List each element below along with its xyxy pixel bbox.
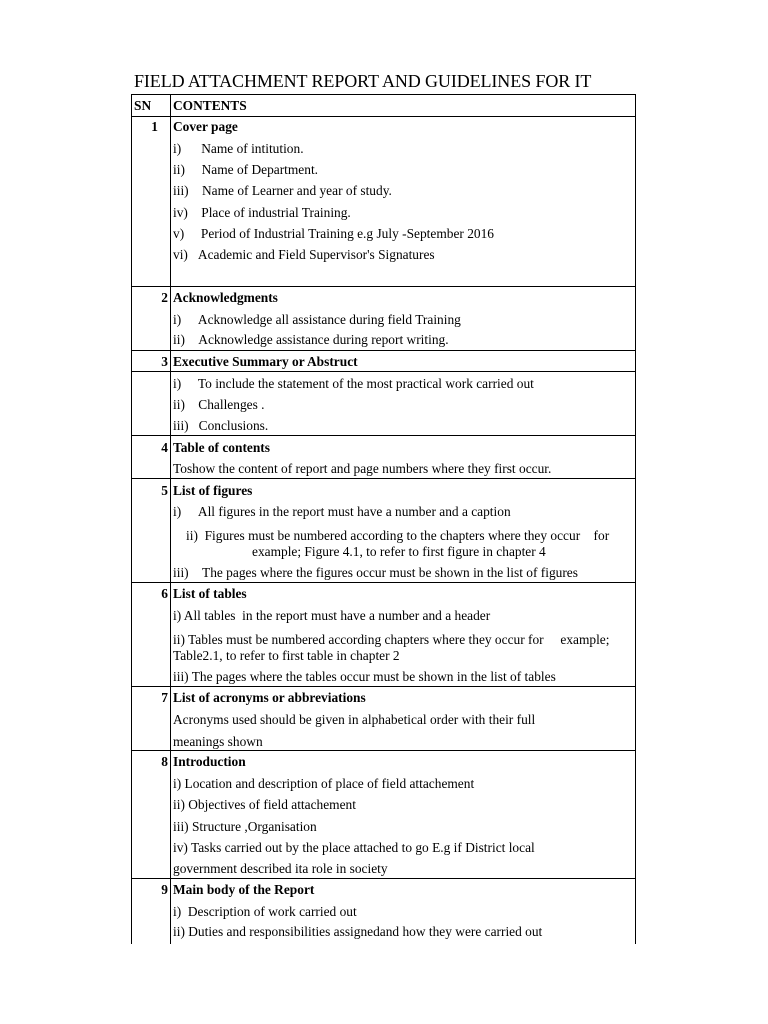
row-line: example; Figure 4.1, to refer to first figure in chapter 4 (252, 544, 546, 559)
row-line: iv) Place of industrial Training. (173, 205, 351, 220)
row-line: meanings shown (173, 734, 263, 749)
row-line: ii) Tables must be numbered according chapters where they occur for example; (173, 632, 610, 647)
row-divider (132, 116, 635, 117)
row-number: 9 (161, 882, 168, 897)
sn-column-header: SN (134, 98, 152, 113)
row-number: 4 (161, 440, 168, 455)
row-heading: List of acronyms or abbreviations (173, 690, 366, 705)
row-line: government described ita role in society (173, 861, 388, 876)
row-line: i) All figures in the report must have a number and a caption (173, 504, 511, 519)
row-line: i) Name of intitution. (173, 141, 304, 156)
row-divider (132, 686, 635, 687)
row-heading: Executive Summary or Abstruct (173, 354, 358, 369)
row-line: ii) Name of Department. (173, 162, 319, 177)
row-heading: List of tables (173, 586, 247, 601)
row-line: ii) Duties and responsibilities assignedand how they were carried out (173, 924, 543, 939)
row-line: v) Period of Industrial Training e.g July -September 2016 (173, 226, 494, 241)
row-line: iii) Structure ,Organisation (173, 819, 317, 834)
row-divider (132, 350, 635, 351)
row-number: 7 (161, 690, 168, 705)
contents-column-header: CONTENTS (173, 98, 247, 113)
row-divider (132, 435, 635, 436)
row-heading: Cover page (173, 119, 238, 134)
row-line: ii) Figures must be numbered according to the chapters where they occur for (186, 528, 610, 543)
row-line: i) Location and description of place of field attachement (173, 776, 475, 791)
row-line: iii) Conclusions. (173, 418, 269, 433)
row-line: Toshow the content of report and page numbers where they first occur. (173, 461, 552, 476)
row-line: iii) The pages where the tables occur must be shown in the list of tables (173, 669, 556, 684)
row-number: 1 (151, 119, 158, 134)
row-divider (132, 878, 635, 879)
row-line: iii) Name of Learner and year of study. (173, 183, 392, 198)
row-divider (132, 478, 635, 479)
row-line: i) All tables in the report must have a number and a header (173, 608, 491, 623)
row-heading: List of figures (173, 483, 253, 498)
row-line: i) Description of work carried out (173, 904, 357, 919)
row-number: 5 (161, 483, 168, 498)
row-number: 8 (161, 754, 168, 769)
contents-table (131, 94, 636, 944)
column-divider (170, 95, 171, 944)
row-divider (132, 582, 635, 583)
row-heading: Main body of the Report (173, 882, 315, 897)
row-line: i) Acknowledge all assistance during field Training (173, 312, 461, 327)
row-divider (132, 371, 635, 372)
row-divider (132, 750, 635, 751)
row-line: vi) Academic and Field Supervisor's Signatures (173, 247, 435, 262)
row-line: iii) The pages where the figures occur must be shown in the list of figures (173, 565, 578, 580)
row-line: iv) Tasks carried out by the place attached to go E.g if District local (173, 840, 535, 855)
row-line: Acronyms used should be given in alphabetical order with their full (173, 712, 536, 727)
row-number: 6 (161, 586, 168, 601)
row-heading: Acknowledgments (173, 290, 278, 305)
row-divider (132, 286, 635, 287)
row-line: ii) Objectives of field attachement (173, 797, 356, 812)
row-line: ii) Acknowledge assistance during report writing. (173, 332, 449, 347)
row-line: Table2.1, to refer to first table in chapter 2 (173, 648, 400, 663)
row-number: 3 (161, 354, 168, 369)
row-line: i) To include the statement of the most practical work carried out (173, 376, 534, 391)
row-number: 2 (161, 290, 168, 305)
row-heading: Introduction (173, 754, 246, 769)
row-line: ii) Challenges . (173, 397, 265, 412)
document-title: FIELD ATTACHMENT REPORT AND GUIDELINES FOR IT (134, 71, 592, 91)
row-heading: Table of contents (173, 440, 270, 455)
